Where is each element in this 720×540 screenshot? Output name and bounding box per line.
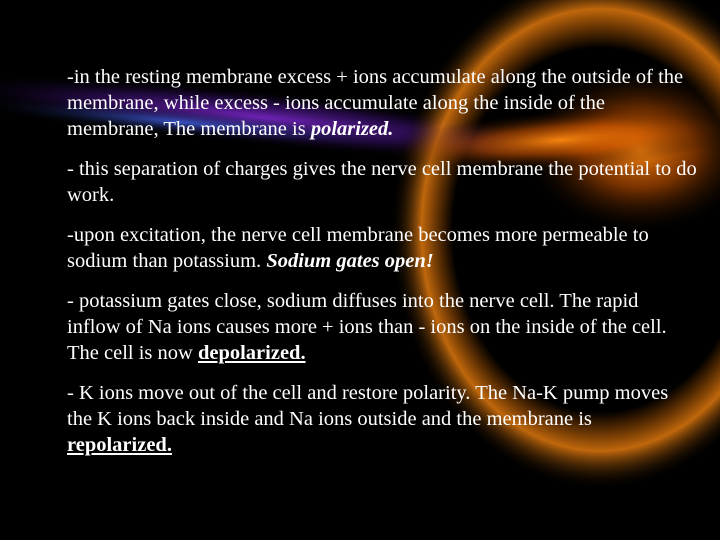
paragraph-depolarized (67, 288, 697, 366)
paragraph-charge-separation (67, 156, 697, 208)
paragraph-text: - this separation of charges gives the nerve cell membrane the potential to do work. (67, 158, 697, 206)
slide-body (67, 64, 697, 472)
paragraph-text: - potassium gates close, sodium diffuses into the nerve cell. The rapid inflow of Na ions causes more + ions than - ions on the inside of the cell. The cell is now (67, 290, 667, 364)
paragraph-text: - K ions move out of the cell and restore polarity. The Na-K pump moves the K ions back inside and Na ions outside and the membrane is (67, 382, 669, 430)
emphasis-period: . (388, 118, 394, 140)
paragraph-excitation (67, 222, 697, 274)
emphasis-depolarized: depolarized. (197, 342, 306, 364)
emphasis-sodium-gates-open: Sodium gates open! (266, 250, 434, 272)
paragraph-text: -in the resting membrane excess + ions accumulate along the outside of the membrane, while excess - ions accumulate along the inside of the membrane, The membrane is (67, 66, 684, 140)
paragraph-repolarized (67, 380, 697, 458)
emphasis-polarized: polarized (310, 118, 389, 140)
emphasis-repolarized: repolarized. (67, 434, 172, 456)
paragraph-text: -upon excitation, the nerve cell membrane becomes more permeable to sodium than potassium. (67, 224, 649, 272)
paragraph-polarized (67, 64, 697, 142)
